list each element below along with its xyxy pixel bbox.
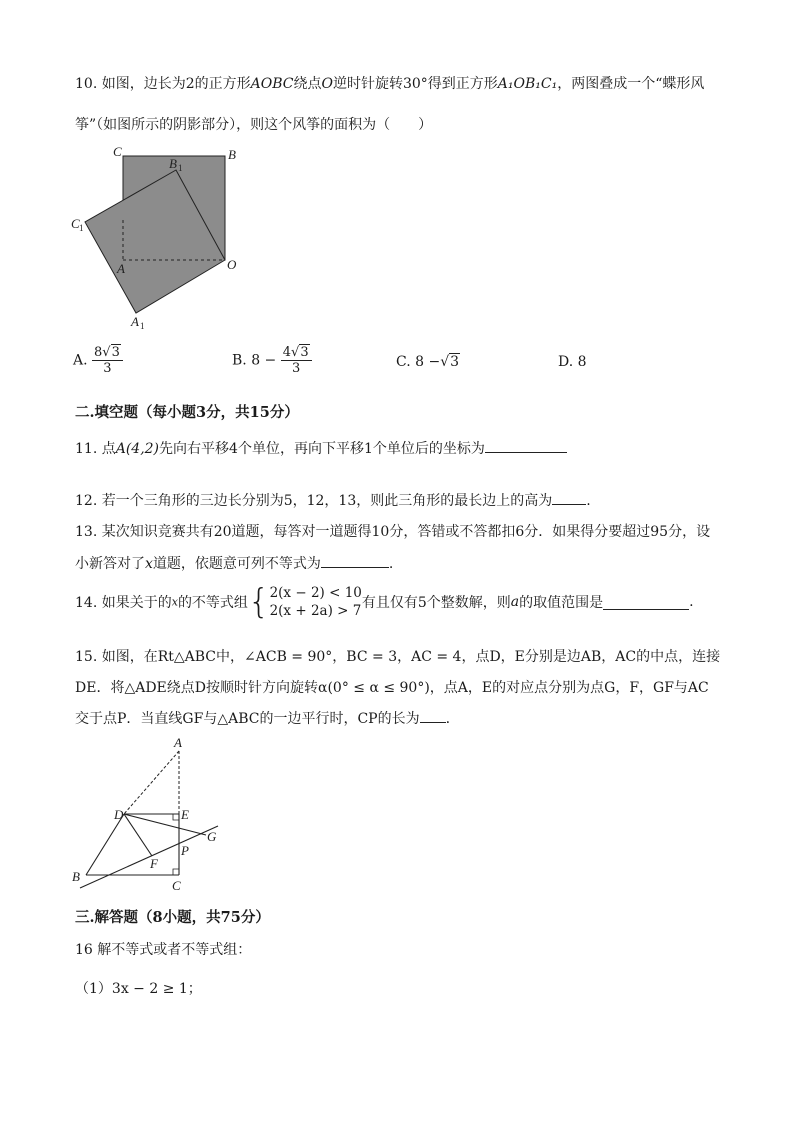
- label-b1-sub: 1: [178, 163, 183, 173]
- q16-title: 16 解不等式或者不等式组：: [75, 942, 252, 958]
- label-f: F: [150, 856, 158, 871]
- q10-option-b: B. 8 − $\frac{4√3}{3}$: [232, 345, 312, 376]
- q13-answer-blank[interactable]: [321, 553, 389, 568]
- label-c: C: [172, 878, 181, 893]
- q10-line2: 筝”（如图所示的阴影部分），则这个风筝的面积为（ ）: [75, 117, 433, 133]
- q14: 14. 如果关于的x的不等式组{ 2(x − 2) < 10 2(x + 2a) > 7 有且仅有5个整数解，则a的取值范围是 .: [75, 582, 694, 622]
- label-c1-sub: 1: [79, 223, 84, 233]
- label-b: B: [228, 147, 236, 162]
- label-c: C: [113, 144, 122, 159]
- q15-answer-blank[interactable]: [420, 708, 446, 723]
- label-a: A: [174, 735, 182, 750]
- q10-line1: 10. 如图，边长为2的正方形AOBC绕点O逆时针旋转30°得到正方形A₁OB₁C₁，两图叠成一个“蝶形风: [75, 76, 705, 92]
- label-b1: B: [169, 156, 177, 171]
- label-o: O: [227, 257, 237, 272]
- q12-answer-blank[interactable]: [552, 490, 586, 505]
- q12: 12. 若一个三角形的三边长分别为5，12，13，则此三角形的最长边上的高为 .: [75, 490, 591, 510]
- label-g: G: [207, 829, 217, 844]
- q14-answer-blank[interactable]: [603, 595, 689, 610]
- q11: 11. 点A(4,2)先向右平移4个单位，再向下平移1个单位后的坐标为: [75, 438, 567, 458]
- q10-option-c: C. 8 −√3: [396, 354, 460, 370]
- q10-option-d: D. 8: [558, 354, 587, 370]
- q15-line2: DE．将△ADE绕点D按顺时针方向旋转α(0° ≤ α ≤ 90°)，点A，E的对应点分别为点G，F，GF与AC: [75, 680, 709, 696]
- q13-line1: 13. 某次知识竞赛共有20道题，每答对一道题得10分，答错或不答都扣6分．如果得分要超过95分，设: [75, 524, 711, 540]
- q14-system: 2(x − 2) < 10 2(x + 2a) > 7: [269, 585, 362, 619]
- section3-heading: 三.解答题（8小题，共75分）: [75, 909, 270, 926]
- q10-option-a: A. $\frac{8√3}{3}$: [73, 345, 123, 376]
- q16-part1: （1）3x − 2 ≥ 1；: [75, 981, 202, 997]
- triangle-figure: [68, 735, 238, 895]
- seg-ad: [124, 751, 179, 814]
- label-d: D: [114, 807, 124, 822]
- label-a1: A: [131, 314, 139, 329]
- line-gf: [80, 826, 218, 888]
- q11-answer-blank[interactable]: [485, 438, 567, 453]
- seg-db: [86, 814, 124, 875]
- label-a: A: [117, 261, 125, 276]
- section2-heading: 二.填空题（每小题3分，共15分）: [75, 404, 299, 421]
- label-a1-sub: 1: [140, 321, 145, 331]
- label-b: B: [72, 869, 80, 884]
- label-e: E: [181, 807, 189, 822]
- q15-line3: 交于点P．当直线GF与△ABC的一边平行时，CP的长为 .: [75, 708, 450, 728]
- kite-figure: [65, 140, 265, 335]
- q13-line2: 小新答对了x道题，依题意可列不等式为 .: [75, 553, 393, 573]
- label-p: P: [181, 843, 189, 858]
- q15-line1: 15. 如图，在Rt△ABC中，∠ACB = 90°，BC = 3，AC = 4，点D，E分别是边AB，AC的中点，连接: [75, 649, 721, 665]
- label-c1: C: [71, 216, 80, 231]
